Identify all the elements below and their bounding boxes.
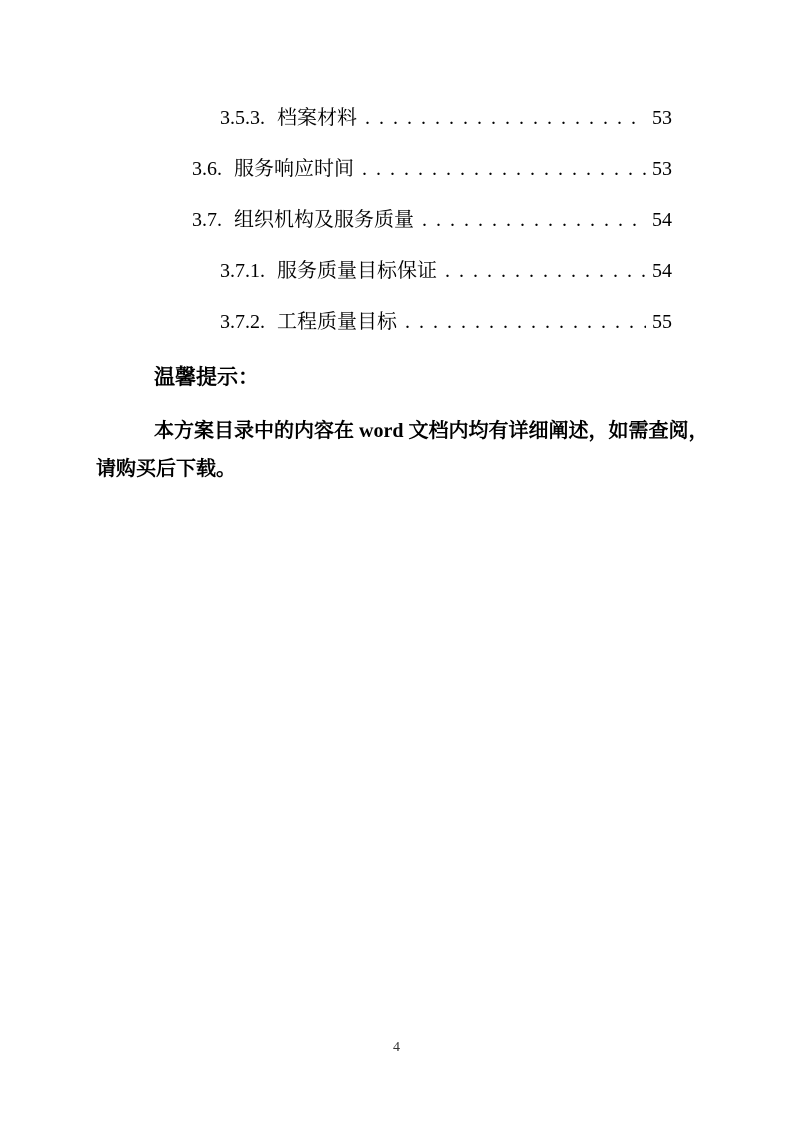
dot-leader (362, 159, 646, 179)
toc-entry-number: 3.7.2. (220, 311, 265, 333)
toc-entry-title: 组织机构及服务质量 (234, 209, 414, 231)
toc-entry (96, 210, 672, 230)
toc-entry-number: 3.6. (192, 158, 222, 180)
toc-entry-page: 53 (652, 107, 672, 129)
toc-entry-title: 服务质量目标保证 (277, 260, 437, 282)
table-of-contents (96, 108, 672, 332)
toc-entry-page: 54 (652, 209, 672, 231)
toc-entry (96, 159, 672, 179)
page-number: 4 (393, 1040, 400, 1055)
notice-body (96, 412, 709, 488)
notice-body-line: 本方案目录中的内容在 word 文档内均有详细阐述，如需查阅， (154, 420, 709, 442)
toc-entry-page: 53 (652, 158, 672, 180)
notice-body-line: 请购买后下载。 (96, 458, 236, 480)
toc-entry-title: 工程质量目标 (277, 311, 397, 333)
toc-entry-number: 3.5.3. (220, 107, 265, 129)
toc-entry-page: 54 (652, 260, 672, 282)
toc-entry-title: 档案材料 (277, 107, 357, 129)
toc-entry (96, 108, 672, 128)
notice-heading: 温馨提示： (154, 365, 259, 389)
toc-entry-number: 3.7. (192, 209, 222, 231)
dot-leader (365, 108, 646, 128)
toc-entry (96, 312, 672, 332)
dot-leader (445, 261, 646, 281)
dot-leader (422, 210, 646, 230)
toc-entry-number: 3.7.1. (220, 260, 265, 282)
toc-entry (96, 261, 672, 281)
toc-entry-page: 55 (652, 311, 672, 333)
toc-entry-title: 服务响应时间 (234, 158, 354, 180)
dot-leader (405, 312, 646, 332)
